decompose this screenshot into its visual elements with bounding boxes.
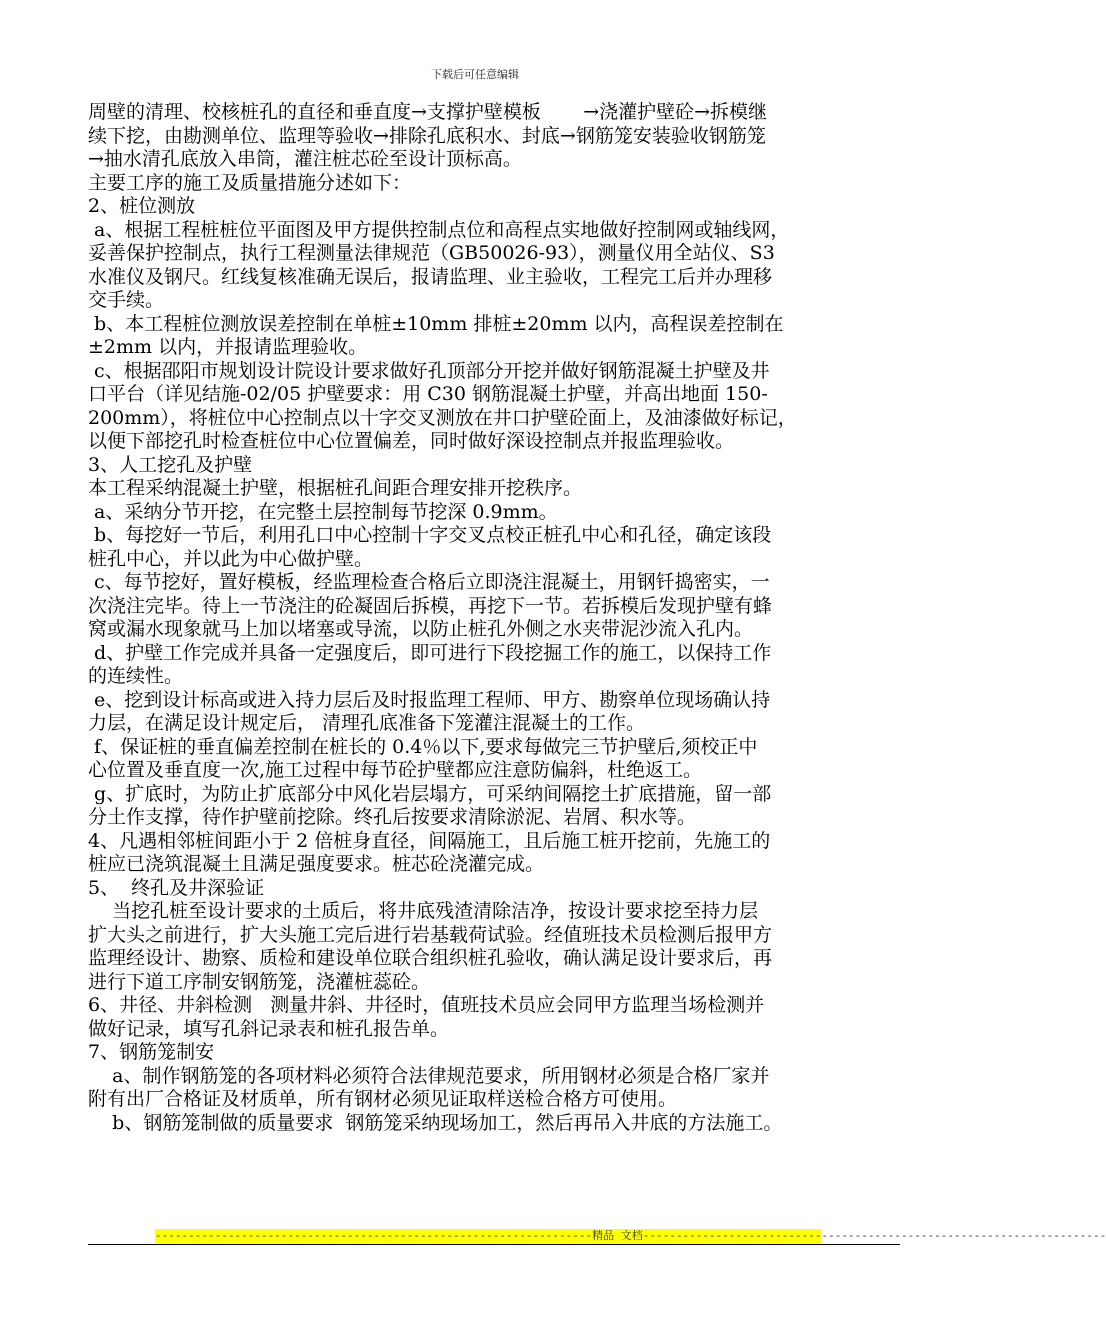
text-line: 的连续性。 — [88, 665, 184, 687]
text-line: 进行下道工序制安钢筋笼，浇灌桩蕊砼。 — [88, 970, 431, 993]
text-line: 6、井径、井斜检测 测量井斜、井径时，值班技术员应会同甲方监理当场检测并 — [88, 994, 765, 1016]
text-line: 2、桩位测放 — [88, 195, 196, 217]
text-line: 心位置及垂直度一次,施工过程中每节砼护壁都应注意防偏斜，杜绝返工。 — [88, 759, 703, 781]
text-line: 以便下部挖孔时检查桩位中心位置偏差，同时做好深设控制点并报监理验收。 — [88, 430, 735, 452]
text-line: d、护壁工作完成并具备一定强度后，即可进行下段挖掘工作的施工，以保持工作 — [88, 641, 772, 664]
text-line: 水准仪及钢尺。红线复核准确无误后，报请监理、业主验收，工程完工后并办理移 — [88, 265, 773, 288]
text-line: →抽水清孔底放入串筒，灌注桩芯砼至设计顶标高。 — [88, 148, 522, 170]
text-line: 口平台（详见结施-02/05 护壁要求：用 C30 钢筋混凝土护壁，并高出地面 150- — [88, 383, 768, 405]
text-line: ±2mm 以内，并报请监理验收。 — [88, 336, 368, 358]
text-line: 200mm），将桩位中心控制点以十字交叉测放在井口护壁砼面上，及油漆做好标记， — [88, 406, 797, 429]
text-line: 附有出厂合格证及材质单，所有钢材必须见证取样送检合格方可使用。 — [88, 1088, 678, 1110]
text-line: 3、人工挖孔及护壁 — [88, 453, 253, 476]
header-note: 下载后可任意编辑 — [431, 68, 519, 81]
text-line: b、每挖好一节后，利用孔口中心控制十字交叉点校正桩孔中心和孔径，确定该段 — [88, 524, 772, 546]
body-text — [88, 101, 900, 1135]
text-line: 窝或漏水现象就马上加以堵塞或导流，以防止桩孔外侧之水夹带泥沙流入孔内。 — [88, 618, 754, 640]
text-line: 4、凡遇相邻桩间距小于 2 倍桩身直径，间隔施工，且后施工桩开挖前，先施工的 — [88, 829, 771, 852]
text-line: 次浇注完毕。待上一节浇注的砼凝固后拆模，再挖下一节。若拆模后发现护壁有蜂 — [88, 594, 773, 617]
text-line: e、挖到设计标高或进入持力层后及时报监理工程师、甲方、勘察单位现场确认持 — [88, 688, 771, 711]
text-line: 做好记录，填写孔斜记录表和桩孔报告单。 — [88, 1017, 450, 1040]
text-line: c、根据邵阳市规划设计院设计要求做好孔顶部分开挖并做好钢筋混凝土护壁及井 — [88, 359, 770, 382]
text-line: 续下挖，由勘测单位、监理等验收→排除孔底积水、封底→钢筋笼安装验收钢筋笼 — [88, 124, 766, 147]
text-line: f、保证桩的垂直偏差控制在桩长的 0.4％以下,要求每做完三节护壁后,须校正中 — [88, 735, 758, 758]
text-line: 分土作支撑，待作护壁前挖除。终孔后按要求清除淤泥、岩屑、积水等。 — [88, 806, 697, 828]
text-line: 桩孔中心，并以此为中心做护壁。 — [88, 547, 374, 570]
text-line: b、钢筋笼制做的质量要求 钢筋笼采纳现场加工，然后再吊入井底的方法施工。 — [88, 1111, 783, 1134]
text-line: 当挖孔桩至设计要求的土质后，将井底残渣清除洁净，按设计要求挖至持力层 — [88, 900, 759, 922]
text-line: a、制作钢筋笼的各项材料必须符合法律规范要求，所用钢材必须是合格厂家并 — [88, 1064, 770, 1087]
text-line: 桩应已浇筑混凝土且满足强度要求。桩芯砼浇灌完成。 — [88, 853, 545, 875]
footer-watermark: ------------------------------------------------------------------精品 文档---------------------------------------------------------------------- — [155, 1229, 1106, 1242]
text-line: c、每节挖好，置好模板，经监理检查合格后立即浇注混凝土，用钢钎捣密实，一 — [88, 571, 770, 593]
text-line: a、采纳分节开挖，在完整土层控制每节挖深 0.9mm。 — [88, 500, 558, 523]
footer-divider — [88, 1244, 900, 1245]
text-line: 7、钢筋笼制安 — [88, 1041, 215, 1063]
text-line: 交手续。 — [88, 289, 165, 311]
text-line: 5、 终孔及井深验证 — [88, 876, 265, 899]
text-line: 主要工序的施工及质量措施分述如下： — [88, 171, 412, 194]
text-line: a、根据工程桩桩位平面图及甲方提供控制点位和高程点实地做好控制网或轴线网， — [88, 218, 790, 241]
text-line: 周壁的清理、校核桩孔的直径和垂直度→支撑护壁模板 →浇灌护壁砼→拆模继 — [88, 101, 768, 123]
text-line: g、扩底时，为防止扩底部分中风化岩层塌方，可采纳间隔挖土扩底措施，留一部 — [88, 782, 772, 805]
text-line: 监理经设计、勘察、质检和建设单位联合组织桩孔验收，确认满足设计要求后，再 — [88, 947, 773, 969]
text-line: 妥善保护控制点，执行工程测量法律规范（GB50026-93），测量仪用全站仪、S3 — [88, 242, 775, 264]
text-line: 扩大头之前进行，扩大头施工完后进行岩基载荷试验。经值班技术员检测后报甲方 — [88, 923, 773, 946]
text-line: b、本工程桩位测放误差控制在单桩±10mm 排桩±20mm 以内，高程误差控制在 — [88, 312, 784, 335]
text-line: 本工程采纳混凝土护壁，根据桩孔间距合理安排开挖秩序。 — [88, 477, 583, 499]
text-line: 力层，在满足设计规定后， 清理孔底准备下笼灌注混凝土的工作。 — [88, 712, 646, 734]
